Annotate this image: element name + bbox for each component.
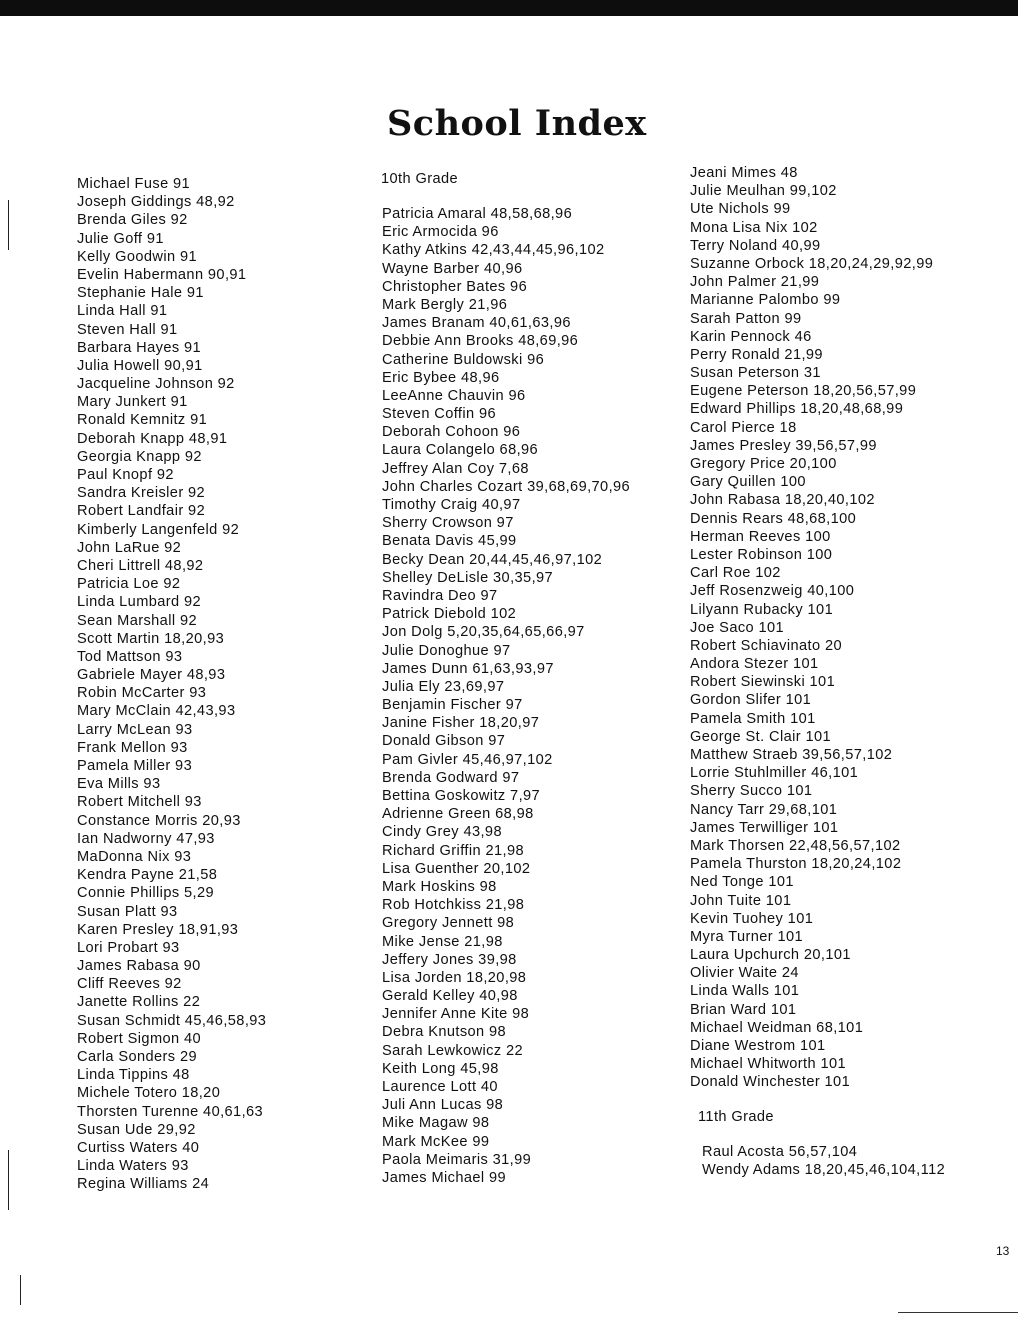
grade-heading-10th: 10th Grade: [381, 171, 459, 187]
index-entry: Jeani Mimes 48: [690, 165, 798, 181]
index-entry: Cheri Littrell 48,92: [77, 557, 204, 574]
index-entry: Mona Lisa Nix 102: [690, 219, 818, 236]
index-entry: Michael Fuse 91: [77, 176, 191, 192]
index-entry: Karin Pennock 46: [690, 328, 812, 345]
index-entry: Timothy Craig 40,97: [382, 497, 521, 513]
index-entry: Carl Roe 102: [690, 565, 781, 582]
index-entry: Debbie Ann Brooks 48,69,96: [382, 333, 579, 350]
index-entry: James Michael 99: [382, 1169, 507, 1186]
index-entry: Jeffery Jones 39,98: [382, 951, 517, 968]
index-entry: Raul Acosta 56,57,104: [702, 1144, 858, 1160]
index-entry: Mark McKee 99: [382, 1133, 490, 1150]
index-entry: Tod Mattson 93: [77, 648, 183, 665]
index-entry: Gerald Kelley 40,98: [382, 988, 518, 1005]
index-entry: Diane Westrom 101: [690, 1038, 826, 1054]
index-entry: Ian Nadworny 47,93: [77, 830, 215, 847]
index-entry: Patrick Diebold 102: [382, 606, 517, 623]
index-entry: Pamela Miller 93: [77, 758, 193, 774]
index-entry: Gary Quillen 100: [690, 474, 806, 491]
index-entry: Linda Walls 101: [690, 983, 800, 1000]
index-entry: Donald Winchester 101: [690, 1074, 851, 1091]
index-entry: Brenda Giles 92: [77, 212, 188, 229]
index-entry: Kelly Goodwin 91: [77, 248, 197, 265]
index-entry: Thorsten Turenne 40,61,63: [77, 1103, 264, 1120]
index-entry: Juli Ann Lucas 98: [382, 1097, 504, 1114]
index-entry: Frank Mellon 93: [77, 739, 188, 756]
index-entry: Laura Colangelo 68,96: [382, 442, 539, 459]
index-entry: Karen Presley 18,91,93: [77, 921, 239, 938]
index-entry: Carla Sonders 29: [77, 1049, 197, 1065]
index-entry: Evelin Habermann 90,91: [77, 266, 247, 283]
index-entry: Ronald Kemnitz 91: [77, 412, 208, 429]
index-entry: Susan Peterson 31: [690, 365, 821, 382]
index-entry: Mark Bergly 21,96: [382, 296, 508, 313]
index-entry: Cindy Grey 43,98: [382, 824, 502, 841]
index-entry: Wendy Adams 18,20,45,46,104,112: [702, 1162, 946, 1179]
index-entry: Cliff Reeves 92: [77, 976, 182, 993]
index-entry: Benjamin Fischer 97: [382, 697, 523, 714]
index-entry: James Dunn 61,63,93,97: [382, 660, 554, 677]
index-entry: Kendra Payne 21,58: [77, 867, 218, 884]
index-entry: Mike Jense 21,98: [382, 933, 503, 950]
index-entry: Pamela Thurston 18,20,24,102: [690, 856, 902, 873]
index-entry: MaDonna Nix 93: [77, 848, 192, 865]
index-entry: Lisa Guenther 20,102: [382, 860, 531, 877]
index-entry: Ned Tonge 101: [690, 874, 794, 891]
index-entry: Rob Hotchkiss 21,98: [382, 897, 525, 914]
index-entry: Julie Meulhan 99,102: [690, 183, 837, 200]
index-entry: Brian Ward 101: [690, 1001, 797, 1018]
index-entry: John Charles Cozart 39,68,69,70,96: [382, 478, 631, 495]
index-entry: Sean Marshall 92: [77, 612, 197, 629]
page-title: School Index: [387, 103, 647, 144]
index-entry: Regina Williams 24: [77, 1176, 210, 1193]
index-entry: Eugene Peterson 18,20,56,57,99: [690, 383, 917, 400]
index-entry: Julie Donoghue 97: [382, 642, 511, 659]
index-entry: Robert Schiavinato 20: [690, 637, 842, 654]
index-entry: Jon Dolg 5,20,35,64,65,66,97: [382, 624, 585, 641]
index-entry: Steven Coffin 96: [382, 406, 497, 423]
index-entry: Lester Robinson 100: [690, 546, 833, 563]
index-entry: Catherine Buldowski 96: [382, 351, 545, 368]
index-entry: Michael Weidman 68,101: [690, 1019, 864, 1036]
index-entry: Susan Ude 29,92: [77, 1121, 196, 1138]
index-entry: Perry Ronald 21,99: [690, 346, 823, 363]
index-entry: Jacqueline Johnson 92: [77, 376, 235, 393]
index-entry: Mark Thorsen 22,48,56,57,102: [690, 837, 901, 854]
index-entry: Robert Sigmon 40: [77, 1030, 202, 1047]
index-entry: Olivier Waite 24: [690, 965, 799, 982]
index-entry: Robert Mitchell 93: [77, 794, 202, 811]
index-entry: Patricia Amaral 48,58,68,96: [382, 206, 573, 222]
index-entry: Gregory Price 20,100: [690, 456, 837, 472]
index-column-1: [77, 175, 266, 1194]
index-entry: Mark Hoskins 98: [382, 878, 497, 895]
index-entry: Lisa Jorden 18,20,98: [382, 969, 527, 986]
index-entry: Richard Griffin 21,98: [382, 842, 524, 859]
index-entry: Eva Mills 93: [77, 776, 161, 793]
index-entry: George St. Clair 101: [690, 728, 832, 745]
index-entry: Ravindra Deo 97: [382, 587, 498, 604]
index-entry: Eric Armocida 96: [382, 224, 499, 241]
index-entry: Laura Upchurch 20,101: [690, 947, 851, 964]
index-entry: Gabriele Mayer 48,93: [77, 667, 226, 684]
index-entry: Edward Phillips 18,20,48,68,99: [690, 401, 904, 418]
index-column-2: [382, 205, 630, 1187]
index-entry: Jeffrey Alan Coy 7,68: [382, 460, 529, 477]
index-entry: Pamela Smith 101: [690, 710, 816, 727]
index-entry: Sarah Patton 99: [690, 310, 802, 327]
margin-binding-mark: [8, 200, 9, 250]
index-entry: Eric Bybee 48,96: [382, 369, 500, 386]
index-entry: Lorrie Stuhlmiller 46,101: [690, 765, 859, 782]
index-entry: Dennis Rears 48,68,100: [690, 510, 857, 527]
index-entry: Robin McCarter 93: [77, 685, 207, 702]
index-entry: Janine Fisher 18,20,97: [382, 715, 540, 732]
index-entry: James Branam 40,61,63,96: [382, 315, 571, 332]
index-entry: Andora Stezer 101: [690, 656, 819, 673]
index-column-3-grade11: [702, 1143, 945, 1179]
index-entry: Sherry Succo 101: [690, 783, 813, 800]
index-entry: Jeff Rosenzweig 40,100: [690, 583, 855, 600]
index-entry: Laurence Lott 40: [382, 1079, 498, 1095]
index-entry: Mary Junkert 91: [77, 394, 188, 411]
index-entry: Joe Saco 101: [690, 619, 785, 636]
index-entry: Curtiss Waters 40: [77, 1139, 200, 1156]
index-entry: Barbara Hayes 91: [77, 339, 202, 356]
index-entry: Michael Whitworth 101: [690, 1056, 847, 1073]
index-entry: Larry McLean 93: [77, 721, 193, 738]
index-entry: Paola Meimaris 31,99: [382, 1151, 532, 1168]
index-entry: Gordon Slifer 101: [690, 692, 812, 709]
index-entry: Suzanne Orbock 18,20,24,29,92,99: [690, 255, 934, 272]
index-entry: Benata Davis 45,99: [382, 533, 517, 550]
index-entry: Carol Pierce 18: [690, 419, 797, 436]
index-entry: Sandra Kreisler 92: [77, 485, 206, 502]
index-entry: Christopher Bates 96: [382, 278, 528, 295]
index-entry: Matthew Straeb 39,56,57,102: [690, 747, 893, 763]
index-entry: Kathy Atkins 42,43,44,45,96,102: [382, 242, 605, 259]
index-entry: Gregory Jennett 98: [382, 915, 515, 932]
index-column-3: [690, 164, 933, 1092]
index-entry: Michele Totero 18,20: [77, 1085, 221, 1102]
index-entry: Robert Landfair 92: [77, 503, 206, 520]
index-entry: Shelley DeLisle 30,35,97: [382, 569, 554, 586]
index-entry: Susan Schmidt 45,46,58,93: [77, 1012, 267, 1029]
index-entry: James Terwilliger 101: [690, 819, 839, 836]
index-entry: Myra Turner 101: [690, 928, 804, 945]
index-entry: Jennifer Anne Kite 98: [382, 1006, 530, 1023]
index-entry: Mary McClain 42,43,93: [77, 703, 236, 720]
index-entry: Deborah Cohoon 96: [382, 424, 521, 441]
index-entry: John LaRue 92: [77, 539, 182, 556]
margin-binding-mark: [8, 1150, 9, 1210]
index-entry: Steven Hall 91: [77, 321, 178, 338]
index-entry: Patricia Loe 92: [77, 576, 181, 593]
index-entry: Connie Phillips 5,29: [77, 885, 214, 902]
index-entry: Sherry Crowson 97: [382, 515, 514, 532]
index-entry: Scott Martin 18,20,93: [77, 630, 225, 647]
index-entry: Kevin Tuohey 101: [690, 910, 814, 927]
index-entry: Mike Magaw 98: [382, 1115, 490, 1132]
index-entry: LeeAnne Chauvin 96: [382, 387, 526, 404]
index-entry: John Rabasa 18,20,40,102: [690, 492, 875, 509]
margin-binding-mark: [20, 1275, 21, 1305]
index-entry: Marianne Palombo 99: [690, 292, 841, 309]
index-entry: Lori Probart 93: [77, 939, 180, 956]
index-entry: Julia Howell 90,91: [77, 357, 203, 374]
index-entry: Terry Noland 40,99: [690, 237, 821, 254]
index-entry: Constance Morris 20,93: [77, 812, 241, 829]
index-entry: Linda Waters 93: [77, 1158, 189, 1175]
page-number: 13: [996, 1244, 1010, 1258]
index-entry: Keith Long 45,98: [382, 1060, 499, 1077]
index-entry: Debra Knutson 98: [382, 1024, 507, 1041]
bottom-rule: [898, 1312, 1018, 1313]
index-entry: Bettina Goskowitz 7,97: [382, 788, 541, 804]
index-entry: James Presley 39,56,57,99: [690, 437, 877, 454]
grade-heading-11th: 11th Grade: [698, 1109, 774, 1125]
index-entry: Donald Gibson 97: [382, 733, 506, 750]
index-entry: Julie Goff 91: [77, 230, 164, 247]
index-entry: Wayne Barber 40,96: [382, 260, 523, 277]
index-entry: Brenda Godward 97: [382, 769, 520, 786]
index-entry: Kimberly Langenfeld 92: [77, 521, 240, 538]
index-entry: Linda Tippins 48: [77, 1067, 190, 1084]
index-entry: Paul Knopf 92: [77, 467, 174, 483]
index-entry: Linda Hall 91: [77, 303, 168, 320]
scan-top-edge: [0, 0, 1018, 16]
index-entry: Linda Lumbard 92: [77, 594, 202, 611]
index-entry: Georgia Knapp 92: [77, 448, 202, 465]
index-entry: Deborah Knapp 48,91: [77, 430, 228, 447]
index-entry: Lilyann Rubacky 101: [690, 601, 834, 618]
index-entry: Robert Siewinski 101: [690, 674, 836, 691]
index-entry: Nancy Tarr 29,68,101: [690, 801, 838, 818]
index-entry: Joseph Giddings 48,92: [77, 194, 235, 211]
index-entry: Becky Dean 20,44,45,46,97,102: [382, 551, 603, 568]
index-entry: John Tuite 101: [690, 892, 792, 909]
index-entry: James Rabasa 90: [77, 958, 201, 975]
index-entry: Ute Nichols 99: [690, 201, 791, 218]
index-entry: Julia Ely 23,69,97: [382, 678, 505, 695]
index-entry: John Palmer 21,99: [690, 274, 820, 291]
index-entry: Stephanie Hale 91: [77, 285, 204, 302]
index-entry: Pam Givler 45,46,97,102: [382, 751, 553, 768]
index-entry: Sarah Lewkowicz 22: [382, 1042, 524, 1059]
index-entry: Herman Reeves 100: [690, 528, 831, 545]
index-entry: Adrienne Green 68,98: [382, 806, 534, 823]
index-entry: Janette Rollins 22: [77, 994, 201, 1011]
index-entry: Susan Platt 93: [77, 903, 178, 920]
